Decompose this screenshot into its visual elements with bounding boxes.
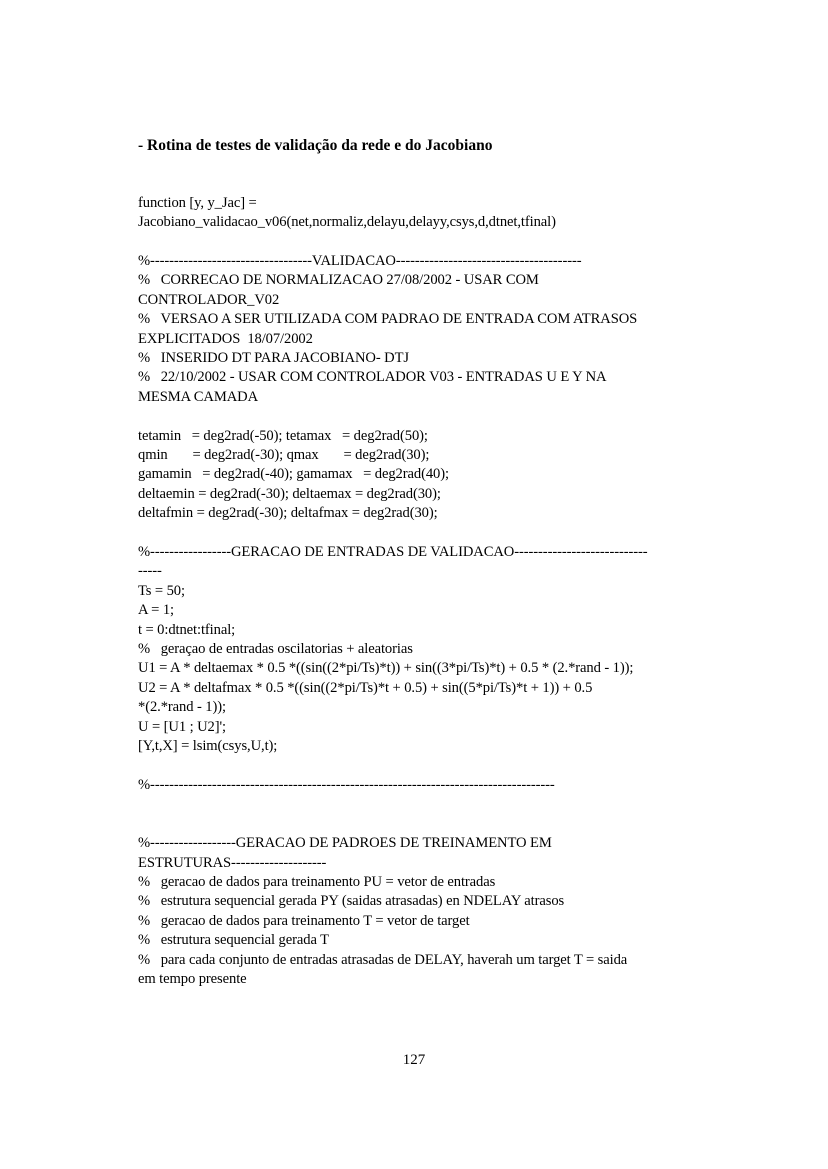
code-line: % CORRECAO DE NORMALIZACAO 27/08/2002 - USAR COM xyxy=(138,272,539,289)
code-line: Ts = 50; xyxy=(138,582,185,599)
code-line: % estrutura sequencial gerada PY (saidas atrasadas) en NDELAY atrasos xyxy=(138,893,565,910)
code-line: U2 = A * deltafmax * 0.5 *((sin((2*pi/Ts)*t + 0.5) + sin((5*pi/Ts)*t + 1)) + 0.5 xyxy=(138,679,593,696)
blank-line xyxy=(138,155,738,174)
code-line: em tempo presente xyxy=(138,970,247,987)
code-line: % para cada conjunto de entradas atrasadas de DELAY, haverah um target T = saida xyxy=(138,951,628,968)
code-line: deltaemin = deg2rad(-30); deltaemax = deg2rad(30); xyxy=(138,485,441,502)
code-block xyxy=(138,543,738,756)
code-line: %-----------------GERACAO DE ENTRADAS DE VALIDACAO---------------------------- xyxy=(138,544,648,561)
code-block xyxy=(138,252,738,407)
code-line: deltafmin = deg2rad(-30); deltafmax = deg2rad(30); xyxy=(138,505,438,522)
code-line: %----------------------------------VALIDACAO--------------------------------------- xyxy=(138,252,582,269)
code-line: % 22/10/2002 - USAR COM CONTROLADOR V03 - ENTRADAS U E Y NA xyxy=(138,369,607,386)
document-body xyxy=(138,136,738,989)
code-line: t = 0:dtnet:tfinal; xyxy=(138,621,236,638)
code-line: %------------------GERACAO DE PADROES DE TREINAMENTO EM xyxy=(138,835,552,852)
code-line: qmin = deg2rad(-30); qmax = deg2rad(30); xyxy=(138,447,430,464)
code-line: EXPLICITADOS 18/07/2002 xyxy=(138,330,313,347)
code-line: ESTRUTURAS-------------------- xyxy=(138,854,327,871)
code-line: function [y, y_Jac] = xyxy=(138,194,257,211)
blank-line xyxy=(138,524,738,543)
code-line: A = 1; xyxy=(138,602,175,619)
section-heading: - Rotina de testes de validação da rede e do Jacobiano xyxy=(138,137,493,154)
code-line: CONTROLADOR_V02 xyxy=(138,291,280,308)
code-block xyxy=(138,427,738,524)
code-line: % INSERIDO DT PARA JACOBIANO- DTJ xyxy=(138,350,409,367)
code-line: %------------------------------------------------------------------------------------- xyxy=(138,776,555,793)
page-number: 127 xyxy=(402,1052,426,1068)
blank-line xyxy=(138,795,738,814)
blank-line xyxy=(138,174,738,193)
blank-line xyxy=(138,757,738,776)
blank-line xyxy=(138,815,738,834)
blank-line xyxy=(138,233,738,252)
code-line: *(2.*rand - 1)); xyxy=(138,699,226,716)
code-line: % geracao de dados para treinamento PU = vetor de entradas xyxy=(138,873,496,890)
code-block xyxy=(138,776,738,795)
code-line: ----- xyxy=(138,563,162,580)
code-line: % VERSAO A SER UTILIZADA COM PADRAO DE ENTRADA COM ATRASOS xyxy=(138,311,638,328)
code-line: % geracao de dados para treinamento T = vetor de target xyxy=(138,912,470,929)
code-line: % geraçao de entradas oscilatorias + aleatorias xyxy=(138,641,413,658)
code-line: [Y,t,X] = lsim(csys,U,t); xyxy=(138,738,278,755)
blank-line xyxy=(138,407,738,426)
code-line: U = [U1 ; U2]'; xyxy=(138,718,226,735)
code-line: % estrutura sequencial gerada T xyxy=(138,932,329,949)
code-line: tetamin = deg2rad(-50); tetamax = deg2rad(50); xyxy=(138,427,428,444)
code-listing xyxy=(138,155,738,989)
code-line: MESMA CAMADA xyxy=(138,388,259,405)
code-line: U1 = A * deltaemax * 0.5 *((sin((2*pi/Ts)*t)) + sin((3*pi/Ts)*t) + 0.5 * (2.*rand - 1)); xyxy=(138,660,634,677)
code-block xyxy=(138,834,738,989)
code-line: gamamin = deg2rad(-40); gamamax = deg2rad(40); xyxy=(138,466,449,483)
code-line: Jacobiano_validacao_v06(net,normaliz,delayu,delayy,csys,d,dtnet,tfinal) xyxy=(138,214,556,231)
code-block xyxy=(138,194,738,233)
